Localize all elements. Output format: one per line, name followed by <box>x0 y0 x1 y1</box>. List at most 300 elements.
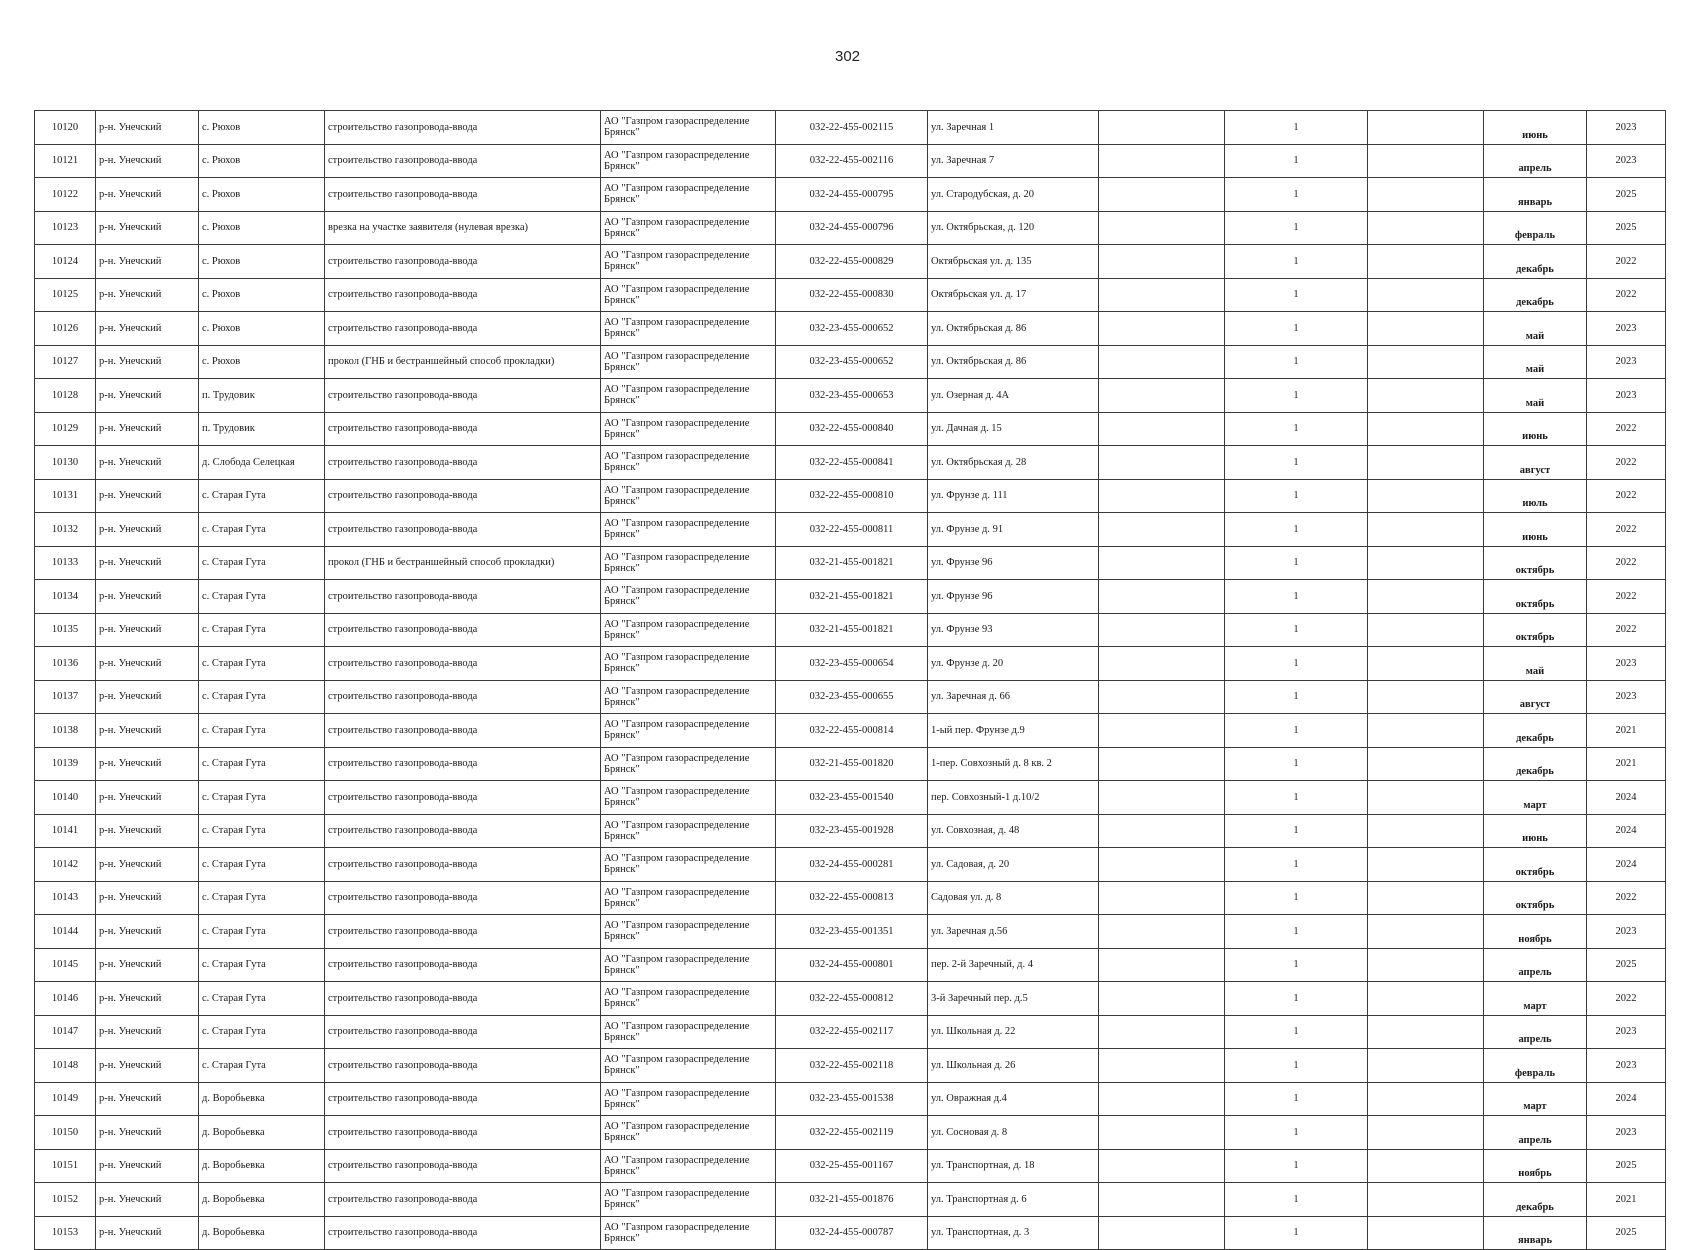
row-number: 10123 <box>35 211 96 245</box>
empty-cell <box>1099 446 1225 480</box>
organization-cell: АО "Газпром газораспределение Брянск" <box>601 747 776 781</box>
quantity-cell: 1 <box>1225 747 1368 781</box>
address-cell: ул. Заречная д.56 <box>928 915 1099 949</box>
settlement-cell: с. Старая Гута <box>199 647 325 681</box>
empty-cell <box>1368 1049 1484 1083</box>
organization-cell: АО "Газпром газораспределение Брянск" <box>601 781 776 815</box>
address-cell: ул. Заречная 7 <box>928 144 1099 178</box>
quantity-cell: 1 <box>1225 211 1368 245</box>
address-cell: ул. Заречная 1 <box>928 111 1099 145</box>
application-code-cell: 032-22-455-000841 <box>776 446 928 480</box>
month-cell: апрель <box>1484 1116 1587 1150</box>
empty-cell <box>1368 781 1484 815</box>
empty-cell <box>1099 245 1225 279</box>
district-cell: р-н. Унечский <box>96 278 199 312</box>
empty-cell <box>1368 915 1484 949</box>
empty-cell <box>1368 881 1484 915</box>
empty-cell <box>1099 613 1225 647</box>
organization-cell: АО "Газпром газораспределение Брянск" <box>601 546 776 580</box>
quantity-cell: 1 <box>1225 613 1368 647</box>
application-code-cell: 032-22-455-002116 <box>776 144 928 178</box>
district-cell: р-н. Унечский <box>96 881 199 915</box>
empty-cell <box>1368 647 1484 681</box>
address-cell: ул. Совхозная, д. 48 <box>928 814 1099 848</box>
table-row <box>35 982 1666 1016</box>
application-code-cell: 032-22-455-000829 <box>776 245 928 279</box>
month-cell: октябрь <box>1484 848 1587 882</box>
address-cell: ул. Октябрьская д. 86 <box>928 345 1099 379</box>
address-cell: ул. Транспортная д. 6 <box>928 1183 1099 1217</box>
settlement-cell: с. Старая Гута <box>199 479 325 513</box>
work-type-cell: строительство газопровода-ввода <box>325 881 601 915</box>
year-cell: 2025 <box>1587 948 1666 982</box>
month-cell: октябрь <box>1484 580 1587 614</box>
table-row <box>35 1049 1666 1083</box>
empty-cell <box>1099 1082 1225 1116</box>
quantity-cell: 1 <box>1225 412 1368 446</box>
district-cell: р-н. Унечский <box>96 580 199 614</box>
address-cell: ул. Фрунзе д. 20 <box>928 647 1099 681</box>
year-cell: 2021 <box>1587 747 1666 781</box>
month-cell: июль <box>1484 479 1587 513</box>
application-code-cell: 032-21-455-001876 <box>776 1183 928 1217</box>
year-cell: 2022 <box>1587 982 1666 1016</box>
year-cell: 2024 <box>1587 1082 1666 1116</box>
work-type-cell: строительство газопровода-ввода <box>325 680 601 714</box>
application-code-cell: 032-22-455-000810 <box>776 479 928 513</box>
empty-cell <box>1368 613 1484 647</box>
quantity-cell: 1 <box>1225 144 1368 178</box>
row-number: 10124 <box>35 245 96 279</box>
settlement-cell: с. Старая Гута <box>199 881 325 915</box>
year-cell: 2023 <box>1587 379 1666 413</box>
month-cell: декабрь <box>1484 245 1587 279</box>
table-row <box>35 881 1666 915</box>
table-row <box>35 613 1666 647</box>
address-cell: ул. Стародубская, д. 20 <box>928 178 1099 212</box>
organization-cell: АО "Газпром газораспределение Брянск" <box>601 446 776 480</box>
quantity-cell: 1 <box>1225 111 1368 145</box>
organization-cell: АО "Газпром газораспределение Брянск" <box>601 278 776 312</box>
application-code-cell: 032-24-455-000281 <box>776 848 928 882</box>
row-number: 10130 <box>35 446 96 480</box>
row-number: 10133 <box>35 546 96 580</box>
district-cell: р-н. Унечский <box>96 982 199 1016</box>
empty-cell <box>1099 1015 1225 1049</box>
empty-cell <box>1099 178 1225 212</box>
table-row <box>35 1149 1666 1183</box>
row-number: 10139 <box>35 747 96 781</box>
empty-cell <box>1368 714 1484 748</box>
month-cell: февраль <box>1484 211 1587 245</box>
application-code-cell: 032-23-455-001928 <box>776 814 928 848</box>
district-cell: р-н. Унечский <box>96 479 199 513</box>
table-row <box>35 1216 1666 1250</box>
organization-cell: АО "Газпром газораспределение Брянск" <box>601 1216 776 1250</box>
row-number: 10135 <box>35 613 96 647</box>
work-type-cell: строительство газопровода-ввода <box>325 814 601 848</box>
month-cell: ноябрь <box>1484 1149 1587 1183</box>
settlement-cell: с. Рюхов <box>199 345 325 379</box>
work-type-cell: строительство газопровода-ввода <box>325 1015 601 1049</box>
district-cell: р-н. Унечский <box>96 513 199 547</box>
table-row <box>35 814 1666 848</box>
settlement-cell: д. Слобода Селецкая <box>199 446 325 480</box>
empty-cell <box>1099 747 1225 781</box>
settlement-cell: с. Рюхов <box>199 178 325 212</box>
row-number: 10121 <box>35 144 96 178</box>
row-number: 10132 <box>35 513 96 547</box>
year-cell: 2021 <box>1587 714 1666 748</box>
table-row <box>35 781 1666 815</box>
row-number: 10136 <box>35 647 96 681</box>
district-cell: р-н. Унечский <box>96 1116 199 1150</box>
year-cell: 2022 <box>1587 479 1666 513</box>
organization-cell: АО "Газпром газораспределение Брянск" <box>601 379 776 413</box>
row-number: 10127 <box>35 345 96 379</box>
settlement-cell: п. Трудовик <box>199 379 325 413</box>
quantity-cell: 1 <box>1225 278 1368 312</box>
district-cell: р-н. Унечский <box>96 915 199 949</box>
organization-cell: АО "Газпром газораспределение Брянск" <box>601 1082 776 1116</box>
work-type-cell: строительство газопровода-ввода <box>325 781 601 815</box>
quantity-cell: 1 <box>1225 647 1368 681</box>
work-type-cell: строительство газопровода-ввода <box>325 111 601 145</box>
table-row <box>35 948 1666 982</box>
settlement-cell: с. Старая Гута <box>199 848 325 882</box>
district-cell: р-н. Унечский <box>96 446 199 480</box>
work-type-cell: строительство газопровода-ввода <box>325 580 601 614</box>
year-cell: 2025 <box>1587 1149 1666 1183</box>
work-type-cell: строительство газопровода-ввода <box>325 446 601 480</box>
work-type-cell: строительство газопровода-ввода <box>325 178 601 212</box>
organization-cell: АО "Газпром газораспределение Брянск" <box>601 412 776 446</box>
settlement-cell: с. Старая Гута <box>199 982 325 1016</box>
settlement-cell: с. Старая Гута <box>199 580 325 614</box>
empty-cell <box>1099 1216 1225 1250</box>
empty-cell <box>1368 546 1484 580</box>
row-number: 10137 <box>35 680 96 714</box>
month-cell: октябрь <box>1484 881 1587 915</box>
year-cell: 2022 <box>1587 446 1666 480</box>
application-code-cell: 032-22-455-002118 <box>776 1049 928 1083</box>
month-cell: июнь <box>1484 814 1587 848</box>
address-cell: ул. Транспортная, д. 3 <box>928 1216 1099 1250</box>
application-code-cell: 032-23-455-000652 <box>776 312 928 346</box>
settlement-cell: с. Старая Гута <box>199 1049 325 1083</box>
month-cell: июнь <box>1484 513 1587 547</box>
settlement-cell: с. Старая Гута <box>199 1015 325 1049</box>
row-number: 10152 <box>35 1183 96 1217</box>
address-cell: ул. Октябрьская, д. 120 <box>928 211 1099 245</box>
address-cell: пер. Совхозный-1 д.10/2 <box>928 781 1099 815</box>
year-cell: 2022 <box>1587 881 1666 915</box>
month-cell: январь <box>1484 178 1587 212</box>
month-cell: май <box>1484 379 1587 413</box>
district-cell: р-н. Унечский <box>96 412 199 446</box>
work-type-cell: строительство газопровода-ввода <box>325 613 601 647</box>
application-code-cell: 032-21-455-001821 <box>776 613 928 647</box>
organization-cell: АО "Газпром газораспределение Брянск" <box>601 714 776 748</box>
quantity-cell: 1 <box>1225 781 1368 815</box>
application-code-cell: 032-22-455-002119 <box>776 1116 928 1150</box>
table-row <box>35 479 1666 513</box>
table-row <box>35 278 1666 312</box>
address-cell: 3-й Заречный пер. д.5 <box>928 982 1099 1016</box>
empty-cell <box>1368 111 1484 145</box>
empty-cell <box>1368 1082 1484 1116</box>
empty-cell <box>1368 848 1484 882</box>
month-cell: декабрь <box>1484 747 1587 781</box>
year-cell: 2024 <box>1587 848 1666 882</box>
district-cell: р-н. Унечский <box>96 1049 199 1083</box>
district-cell: р-н. Унечский <box>96 245 199 279</box>
row-number: 10141 <box>35 814 96 848</box>
table-row <box>35 747 1666 781</box>
year-cell: 2022 <box>1587 278 1666 312</box>
application-code-cell: 032-22-455-000840 <box>776 412 928 446</box>
table-row <box>35 680 1666 714</box>
application-code-cell: 032-23-455-000655 <box>776 680 928 714</box>
application-code-cell: 032-22-455-002115 <box>776 111 928 145</box>
settlement-cell: с. Старая Гута <box>199 714 325 748</box>
settlement-cell: д. Воробьевка <box>199 1116 325 1150</box>
year-cell: 2023 <box>1587 312 1666 346</box>
application-code-cell: 032-23-455-000654 <box>776 647 928 681</box>
table-row <box>35 513 1666 547</box>
row-number: 10151 <box>35 1149 96 1183</box>
empty-cell <box>1099 546 1225 580</box>
empty-cell <box>1099 479 1225 513</box>
settlement-cell: с. Старая Гута <box>199 546 325 580</box>
empty-cell <box>1368 580 1484 614</box>
settlement-cell: с. Старая Гута <box>199 613 325 647</box>
address-cell: ул. Озерная д. 4А <box>928 379 1099 413</box>
table-row <box>35 178 1666 212</box>
address-cell: ул. Фрунзе 96 <box>928 580 1099 614</box>
address-cell: ул. Заречная д. 66 <box>928 680 1099 714</box>
empty-cell <box>1099 1183 1225 1217</box>
year-cell: 2022 <box>1587 580 1666 614</box>
table-row <box>35 580 1666 614</box>
row-number: 10134 <box>35 580 96 614</box>
address-cell: ул. Фрунзе д. 111 <box>928 479 1099 513</box>
work-type-cell: строительство газопровода-ввода <box>325 412 601 446</box>
row-number: 10148 <box>35 1049 96 1083</box>
month-cell: апрель <box>1484 948 1587 982</box>
work-type-cell: строительство газопровода-ввода <box>325 144 601 178</box>
month-cell: апрель <box>1484 1015 1587 1049</box>
quantity-cell: 1 <box>1225 848 1368 882</box>
empty-cell <box>1099 1049 1225 1083</box>
month-cell: октябрь <box>1484 613 1587 647</box>
year-cell: 2023 <box>1587 1116 1666 1150</box>
year-cell: 2025 <box>1587 1216 1666 1250</box>
row-number: 10149 <box>35 1082 96 1116</box>
year-cell: 2024 <box>1587 781 1666 815</box>
quantity-cell: 1 <box>1225 446 1368 480</box>
empty-cell <box>1099 647 1225 681</box>
year-cell: 2023 <box>1587 144 1666 178</box>
month-cell: июнь <box>1484 111 1587 145</box>
address-cell: ул. Октябрьская д. 28 <box>928 446 1099 480</box>
quantity-cell: 1 <box>1225 479 1368 513</box>
work-type-cell: строительство газопровода-ввода <box>325 848 601 882</box>
month-cell: ноябрь <box>1484 915 1587 949</box>
table-row <box>35 647 1666 681</box>
organization-cell: АО "Газпром газораспределение Брянск" <box>601 881 776 915</box>
settlement-cell: с. Старая Гута <box>199 948 325 982</box>
address-cell: ул. Дачная д. 15 <box>928 412 1099 446</box>
quantity-cell: 1 <box>1225 881 1368 915</box>
work-type-cell: строительство газопровода-ввода <box>325 1216 601 1250</box>
quantity-cell: 1 <box>1225 915 1368 949</box>
address-cell: ул. Сосновая д. 8 <box>928 1116 1099 1150</box>
district-cell: р-н. Унечский <box>96 747 199 781</box>
month-cell: июнь <box>1484 412 1587 446</box>
quantity-cell: 1 <box>1225 1082 1368 1116</box>
application-code-cell: 032-25-455-001167 <box>776 1149 928 1183</box>
row-number: 10122 <box>35 178 96 212</box>
address-cell: ул. Садовая, д. 20 <box>928 848 1099 882</box>
quantity-cell: 1 <box>1225 1116 1368 1150</box>
application-code-cell: 032-21-455-001821 <box>776 546 928 580</box>
district-cell: р-н. Унечский <box>96 680 199 714</box>
quantity-cell: 1 <box>1225 948 1368 982</box>
row-number: 10120 <box>35 111 96 145</box>
address-cell: ул. Фрунзе д. 91 <box>928 513 1099 547</box>
settlement-cell: с. Рюхов <box>199 312 325 346</box>
work-type-cell: строительство газопровода-ввода <box>325 1082 601 1116</box>
organization-cell: АО "Газпром газораспределение Брянск" <box>601 345 776 379</box>
application-code-cell: 032-21-455-001821 <box>776 580 928 614</box>
empty-cell <box>1099 211 1225 245</box>
empty-cell <box>1368 513 1484 547</box>
empty-cell <box>1368 1149 1484 1183</box>
organization-cell: АО "Газпром газораспределение Брянск" <box>601 915 776 949</box>
application-code-cell: 032-22-455-002117 <box>776 1015 928 1049</box>
empty-cell <box>1099 680 1225 714</box>
district-cell: р-н. Унечский <box>96 178 199 212</box>
settlement-cell: д. Воробьевка <box>199 1183 325 1217</box>
empty-cell <box>1368 982 1484 1016</box>
settlement-cell: с. Старая Гута <box>199 747 325 781</box>
address-cell: ул. Школьная д. 26 <box>928 1049 1099 1083</box>
quantity-cell: 1 <box>1225 982 1368 1016</box>
address-cell: 1-ый пер. Фрунзе д.9 <box>928 714 1099 748</box>
empty-cell <box>1099 379 1225 413</box>
address-cell: пер. 2-й Заречный, д. 4 <box>928 948 1099 982</box>
quantity-cell: 1 <box>1225 814 1368 848</box>
work-type-cell: строительство газопровода-ввода <box>325 1183 601 1217</box>
application-code-cell: 032-23-455-001538 <box>776 1082 928 1116</box>
work-type-cell: прокол (ГНБ и бестраншейный способ прокладки) <box>325 345 601 379</box>
quantity-cell: 1 <box>1225 345 1368 379</box>
empty-cell <box>1099 513 1225 547</box>
empty-cell <box>1368 1116 1484 1150</box>
settlement-cell: д. Воробьевка <box>199 1216 325 1250</box>
row-number: 10145 <box>35 948 96 982</box>
registry-rows <box>35 111 1666 1250</box>
table-row <box>35 345 1666 379</box>
row-number: 10129 <box>35 412 96 446</box>
empty-cell <box>1368 1183 1484 1217</box>
application-code-cell: 032-23-455-001540 <box>776 781 928 815</box>
empty-cell <box>1368 948 1484 982</box>
table-row <box>35 915 1666 949</box>
empty-cell <box>1099 1116 1225 1150</box>
empty-cell <box>1099 1149 1225 1183</box>
work-type-cell: врезка на участке заявителя (нулевая врезка) <box>325 211 601 245</box>
empty-cell <box>1099 144 1225 178</box>
work-type-cell: строительство газопровода-ввода <box>325 747 601 781</box>
year-cell: 2025 <box>1587 178 1666 212</box>
organization-cell: АО "Газпром газораспределение Брянск" <box>601 1116 776 1150</box>
work-type-cell: строительство газопровода-ввода <box>325 245 601 279</box>
organization-cell: АО "Газпром газораспределение Брянск" <box>601 613 776 647</box>
organization-cell: АО "Газпром газораспределение Брянск" <box>601 814 776 848</box>
year-cell: 2023 <box>1587 1049 1666 1083</box>
quantity-cell: 1 <box>1225 1183 1368 1217</box>
empty-cell <box>1368 345 1484 379</box>
organization-cell: АО "Газпром газораспределение Брянск" <box>601 245 776 279</box>
month-cell: апрель <box>1484 144 1587 178</box>
work-type-cell: строительство газопровода-ввода <box>325 278 601 312</box>
table-row <box>35 446 1666 480</box>
application-code-cell: 032-23-455-001351 <box>776 915 928 949</box>
year-cell: 2021 <box>1587 1183 1666 1217</box>
settlement-cell: с. Рюхов <box>199 144 325 178</box>
address-cell: Садовая ул. д. 8 <box>928 881 1099 915</box>
address-cell: ул. Октябрьская д. 86 <box>928 312 1099 346</box>
table-row <box>35 1015 1666 1049</box>
empty-cell <box>1368 747 1484 781</box>
table-row <box>35 1183 1666 1217</box>
district-cell: р-н. Унечский <box>96 948 199 982</box>
address-cell: Октябрьская ул. д. 17 <box>928 278 1099 312</box>
work-type-cell: прокол (ГНБ и бестраншейный способ прокладки) <box>325 546 601 580</box>
address-cell: ул. Фрунзе 93 <box>928 613 1099 647</box>
settlement-cell: с. Рюхов <box>199 211 325 245</box>
district-cell: р-н. Унечский <box>96 781 199 815</box>
empty-cell <box>1099 714 1225 748</box>
year-cell: 2023 <box>1587 111 1666 145</box>
application-code-cell: 032-24-455-000787 <box>776 1216 928 1250</box>
year-cell: 2023 <box>1587 915 1666 949</box>
district-cell: р-н. Унечский <box>96 1015 199 1049</box>
organization-cell: АО "Газпром газораспределение Брянск" <box>601 513 776 547</box>
row-number: 10128 <box>35 379 96 413</box>
empty-cell <box>1368 144 1484 178</box>
year-cell: 2022 <box>1587 513 1666 547</box>
year-cell: 2025 <box>1587 211 1666 245</box>
row-number: 10126 <box>35 312 96 346</box>
district-cell: р-н. Унечский <box>96 312 199 346</box>
district-cell: р-н. Унечский <box>96 814 199 848</box>
year-cell: 2023 <box>1587 1015 1666 1049</box>
empty-cell <box>1099 948 1225 982</box>
work-type-cell: строительство газопровода-ввода <box>325 915 601 949</box>
quantity-cell: 1 <box>1225 546 1368 580</box>
year-cell: 2023 <box>1587 680 1666 714</box>
application-code-cell: 032-23-455-000652 <box>776 345 928 379</box>
month-cell: август <box>1484 680 1587 714</box>
empty-cell <box>1099 781 1225 815</box>
organization-cell: АО "Газпром газораспределение Брянск" <box>601 312 776 346</box>
quantity-cell: 1 <box>1225 1216 1368 1250</box>
settlement-cell: с. Рюхов <box>199 111 325 145</box>
empty-cell <box>1368 211 1484 245</box>
